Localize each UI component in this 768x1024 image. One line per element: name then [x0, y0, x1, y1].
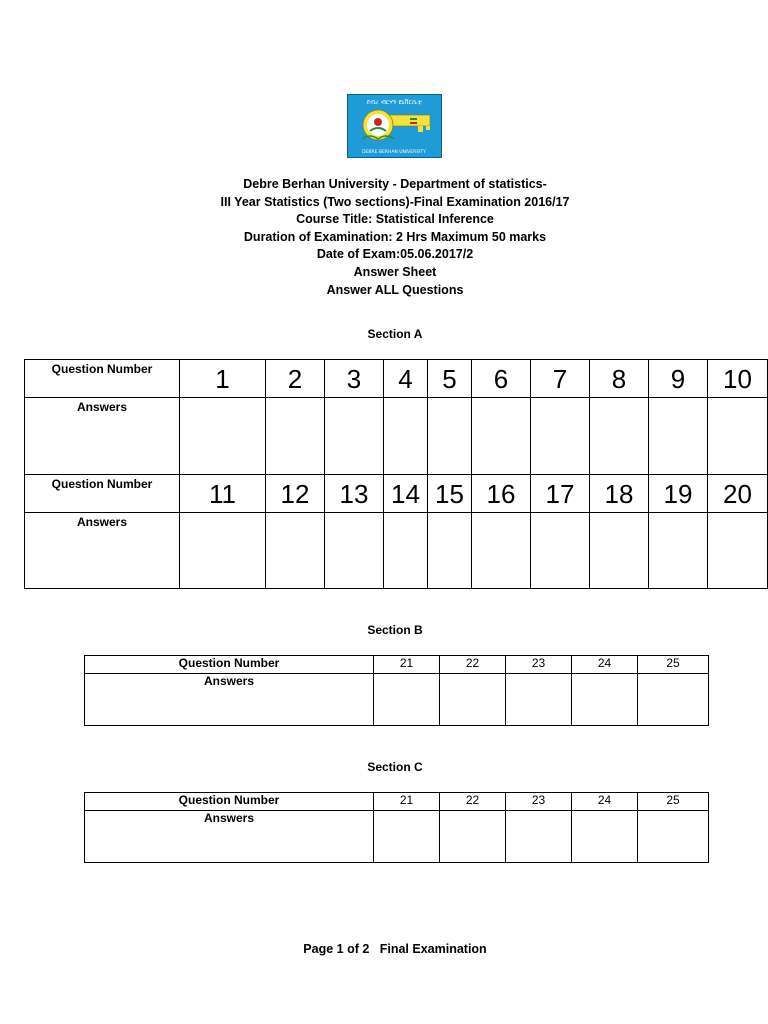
question-number-cell: 24 — [572, 656, 638, 674]
answer-cell[interactable] — [440, 811, 506, 863]
section-c-answer-row — [85, 811, 709, 863]
question-number-cell: 14 — [384, 475, 428, 513]
question-number-label: Question Number — [25, 475, 180, 513]
section-a-title: Section A — [367, 327, 423, 341]
header-date: Date of Exam:05.06.2017/2 — [316, 247, 474, 262]
logo-bottom-text: DEBRE BERHAN UNIVERSITY — [362, 150, 426, 155]
answers-label: Answers — [25, 398, 180, 475]
section-a-question-row-1 — [25, 360, 768, 398]
question-number-cell: 25 — [638, 793, 709, 811]
question-number-cell: 5 — [428, 360, 472, 398]
answer-cell[interactable] — [572, 811, 638, 863]
question-number-cell: 4 — [384, 360, 428, 398]
answer-cell[interactable] — [638, 811, 709, 863]
university-logo — [347, 94, 442, 158]
question-number-cell: 11 — [180, 475, 266, 513]
answer-cell[interactable] — [572, 674, 638, 726]
question-number-cell: 16 — [472, 475, 531, 513]
section-a-question-row-2 — [25, 475, 768, 513]
answer-cell[interactable] — [180, 513, 266, 589]
question-number-cell: 23 — [506, 793, 572, 811]
question-number-cell: 2 — [266, 360, 325, 398]
section-b-answer-row — [85, 674, 709, 726]
question-number-label: Question Number — [25, 360, 180, 398]
question-number-cell: 1 — [180, 360, 266, 398]
header-university: Debre Berhan University - Department of statistics- — [243, 177, 547, 191]
page-number: Page 1 of 2 — [303, 942, 370, 956]
answer-cell[interactable] — [325, 513, 384, 589]
header-duration: Duration of Examination: 2 Hrs Maximum 50 marks — [243, 229, 547, 244]
answer-cell[interactable] — [472, 398, 531, 475]
answer-cell[interactable] — [374, 811, 440, 863]
question-number-cell: 8 — [590, 360, 649, 398]
answers-label: Answers — [25, 513, 180, 589]
answer-cell[interactable] — [472, 513, 531, 589]
section-c-question-row — [85, 793, 709, 811]
answer-cell[interactable] — [506, 674, 572, 726]
question-number-cell: 6 — [472, 360, 531, 398]
section-c-table — [84, 792, 709, 863]
answer-cell[interactable] — [374, 674, 440, 726]
header-instruction: Answer ALL Questions — [326, 282, 464, 297]
answers-label: Answers — [85, 811, 374, 863]
question-number-cell: 15 — [428, 475, 472, 513]
footer-label: Final Examination — [379, 942, 487, 956]
answer-cell[interactable] — [649, 513, 708, 589]
header-answer-sheet: Answer Sheet — [353, 264, 437, 279]
question-number-cell: 19 — [649, 475, 708, 513]
question-number-cell: 3 — [325, 360, 384, 398]
answer-cell[interactable] — [708, 398, 768, 475]
section-b-title: Section B — [367, 623, 423, 637]
answer-cell[interactable] — [384, 398, 428, 475]
question-number-cell: 22 — [440, 793, 506, 811]
logo-top-text: ደብረ ብርሃን ዩኒቨርሲቲ — [366, 98, 422, 106]
answer-cell[interactable] — [325, 398, 384, 475]
header-year: III Year Statistics (Two sections)-Final Examination 2016/17 — [220, 194, 570, 209]
section-a-answer-row-2 — [25, 513, 768, 589]
answer-cell[interactable] — [590, 398, 649, 475]
section-c-title: Section C — [367, 760, 423, 774]
question-number-cell: 24 — [572, 793, 638, 811]
university-logo-graphic — [348, 95, 441, 157]
section-a-answer-row-1 — [25, 398, 768, 475]
answer-cell[interactable] — [428, 513, 472, 589]
question-number-cell: 17 — [531, 475, 590, 513]
question-number-cell: 9 — [649, 360, 708, 398]
question-number-cell: 13 — [325, 475, 384, 513]
answer-cell[interactable] — [384, 513, 428, 589]
header-course-title: Course Title: Statistical Inference — [296, 212, 494, 227]
answer-cell[interactable] — [649, 398, 708, 475]
answer-cell[interactable] — [506, 811, 572, 863]
question-number-cell: 18 — [590, 475, 649, 513]
answer-cell[interactable] — [266, 398, 325, 475]
page-footer — [0, 942, 768, 956]
answers-label: Answers — [85, 674, 374, 726]
answer-cell[interactable] — [180, 398, 266, 475]
answer-cell[interactable] — [531, 513, 590, 589]
question-number-cell: 23 — [506, 656, 572, 674]
section-b-question-row — [85, 656, 709, 674]
question-number-label: Question Number — [85, 656, 374, 674]
question-number-cell: 22 — [440, 656, 506, 674]
question-number-cell: 25 — [638, 656, 709, 674]
answer-cell[interactable] — [266, 513, 325, 589]
answer-cell[interactable] — [590, 513, 649, 589]
section-a-table — [24, 359, 768, 589]
section-b-table — [84, 655, 709, 726]
exam-header — [0, 176, 768, 299]
question-number-cell: 20 — [708, 475, 768, 513]
question-number-cell: 21 — [374, 656, 440, 674]
answer-cell[interactable] — [440, 674, 506, 726]
answer-cell[interactable] — [708, 513, 768, 589]
question-number-cell: 21 — [374, 793, 440, 811]
question-number-label: Question Number — [85, 793, 374, 811]
answer-cell[interactable] — [531, 398, 590, 475]
question-number-cell: 10 — [708, 360, 768, 398]
answer-cell[interactable] — [638, 674, 709, 726]
question-number-cell: 12 — [266, 475, 325, 513]
answer-cell[interactable] — [428, 398, 472, 475]
question-number-cell: 7 — [531, 360, 590, 398]
